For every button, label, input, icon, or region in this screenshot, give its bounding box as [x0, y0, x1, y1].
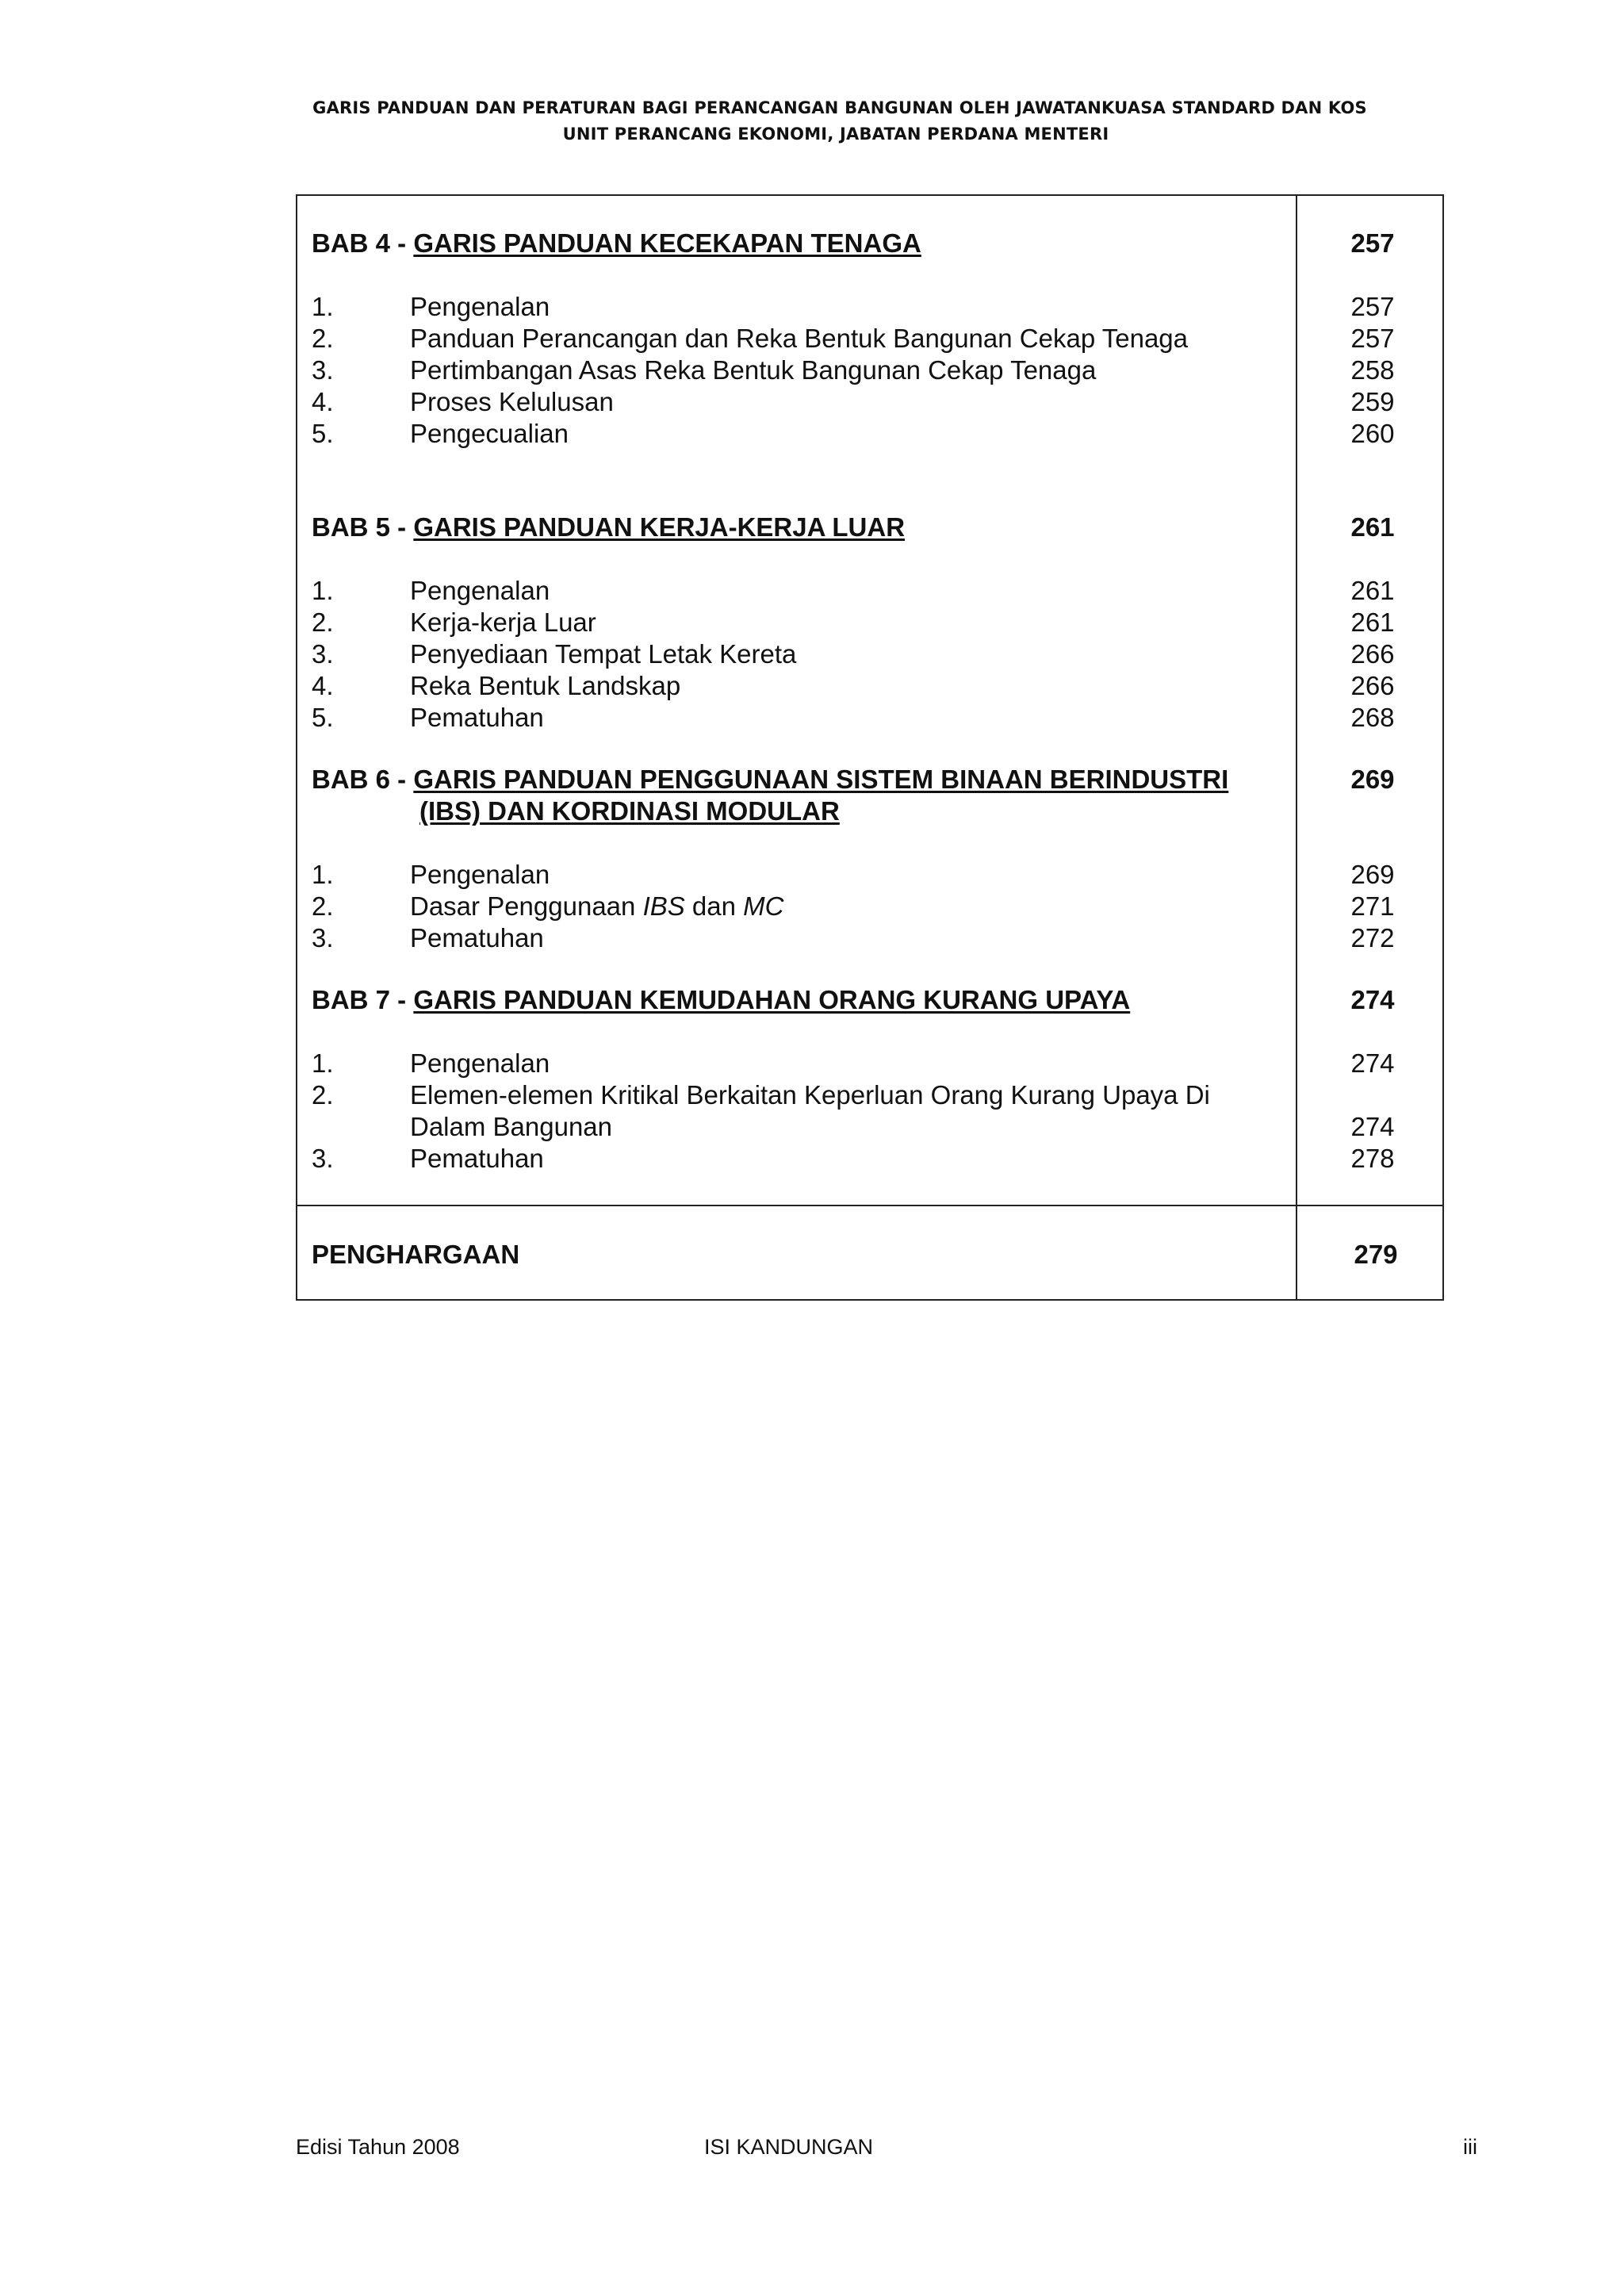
item-page: 261: [1350, 608, 1395, 637]
footer-section: ISI KANDUNGAN: [704, 2135, 874, 2159]
item-page: 269: [1350, 860, 1395, 889]
item-page: 274: [1350, 1048, 1395, 1078]
bab5-title: GARIS PANDUAN KERJA-KERJA LUAR: [413, 512, 906, 542]
item-number: 1.: [312, 860, 334, 889]
item-number: 1.: [312, 292, 334, 321]
bab4-prefix: BAB 4 -: [312, 228, 414, 258]
item-page: 271: [1350, 891, 1395, 921]
toc-item[interactable]: [297, 1079, 1446, 1143]
row-divider: [297, 1205, 1442, 1206]
item-title: Panduan Perancangan dan Reka Bentuk Bangunan Cekap Tenaga: [410, 324, 1189, 353]
item-number: 2.: [312, 891, 334, 921]
bab4-page: 257: [1350, 228, 1395, 258]
page-header: [0, 95, 1624, 148]
item-title: Pengenalan: [410, 292, 550, 321]
header-line-1: GARIS PANDUAN DAN PERATURAN BAGI PERANCANGAN BANGUNAN OLEH JAWATANKUASA STANDARD DAN KOS: [312, 98, 1367, 117]
item-page: 257: [1350, 292, 1395, 321]
footer-edition: Edisi Tahun 2008: [296, 2135, 460, 2159]
item-title: [410, 891, 784, 922]
bab6-page: 269: [1350, 765, 1395, 794]
item-title: Penyediaan Tempat Letak Kereta: [410, 639, 797, 669]
item-title: Pengenalan: [410, 1048, 550, 1078]
item-number: 3.: [312, 355, 334, 385]
item-number: 1.: [312, 1048, 334, 1078]
penghargaan-page: 279: [1354, 1240, 1398, 1269]
item-number: 3.: [312, 1144, 334, 1173]
item-title: Pematuhan: [410, 923, 544, 953]
item-title: Pengecualian: [410, 419, 569, 448]
item-page: 260: [1350, 419, 1395, 448]
item-number: 1.: [312, 576, 334, 605]
item-page: 261: [1350, 576, 1395, 605]
item-number: 4.: [312, 671, 334, 700]
item-title: Pengenalan: [410, 576, 550, 605]
item-title-part: dan: [684, 891, 744, 921]
item-title-line2: Dalam Bangunan: [410, 1112, 613, 1141]
bab7-page: 274: [1350, 985, 1395, 1014]
item-title-italic: IBS: [642, 891, 685, 921]
item-number: 4.: [312, 387, 334, 416]
table-of-contents: [296, 194, 1444, 1301]
footer-page-number: iii: [1463, 2135, 1477, 2159]
item-title: Kerja-kerja Luar: [410, 608, 596, 637]
penghargaan-label: PENGHARGAAN: [312, 1240, 520, 1269]
item-page: 272: [1350, 923, 1395, 953]
bab5-prefix: BAB 5 -: [312, 512, 414, 542]
item-title: Pertimbangan Asas Reka Bentuk Bangunan Cekap Tenaga: [410, 355, 1097, 385]
bab7-title: GARIS PANDUAN KEMUDAHAN ORANG KURANG UPAYA: [413, 985, 1131, 1014]
item-number: 2.: [312, 608, 334, 637]
item-page: 266: [1350, 639, 1395, 669]
item-title: Pematuhan: [410, 703, 544, 732]
bab6-title-line2: (IBS) DAN KORDINASI MODULAR: [419, 796, 840, 826]
item-title-italic: MC: [743, 891, 784, 921]
item-number: 2.: [312, 324, 334, 353]
item-number: 3.: [312, 923, 334, 953]
item-title: Pematuhan: [410, 1144, 544, 1173]
item-page: 257: [1350, 324, 1395, 353]
item-title-line1: Elemen-elemen Kritikal Berkaitan Keperluan Orang Kurang Upaya Di: [410, 1080, 1210, 1110]
item-number: 5.: [312, 703, 334, 732]
bab7-prefix: BAB 7 -: [312, 985, 414, 1014]
item-page: 268: [1350, 703, 1395, 732]
item-title: Proses Kelulusan: [410, 387, 614, 416]
item-title: Reka Bentuk Landskap: [410, 671, 681, 700]
item-number: 3.: [312, 639, 334, 669]
item-page: 278: [1350, 1144, 1395, 1173]
bab4-title: GARIS PANDUAN KECEKAPAN TENAGA: [413, 228, 921, 258]
item-title: Pengenalan: [410, 860, 550, 889]
bab6-prefix: BAB 6 -: [312, 765, 414, 794]
item-number: 2.: [312, 1080, 334, 1110]
item-page: 259: [1350, 387, 1395, 416]
item-page: 258: [1350, 355, 1395, 385]
bab5-page: 261: [1350, 512, 1395, 542]
bab6-title-line1: GARIS PANDUAN PENGGUNAAN SISTEM BINAAN BERINDUSTRI: [413, 765, 1229, 794]
bab6-heading[interactable]: [297, 764, 1446, 827]
item-page: 266: [1350, 671, 1395, 700]
item-page: 274: [1350, 1112, 1395, 1141]
item-number: 5.: [312, 419, 334, 448]
item-title-part: Dasar Penggunaan: [410, 891, 643, 921]
header-line-2: UNIT PERANCANG EKONOMI, JABATAN PERDANA MENTERI: [562, 125, 1109, 144]
